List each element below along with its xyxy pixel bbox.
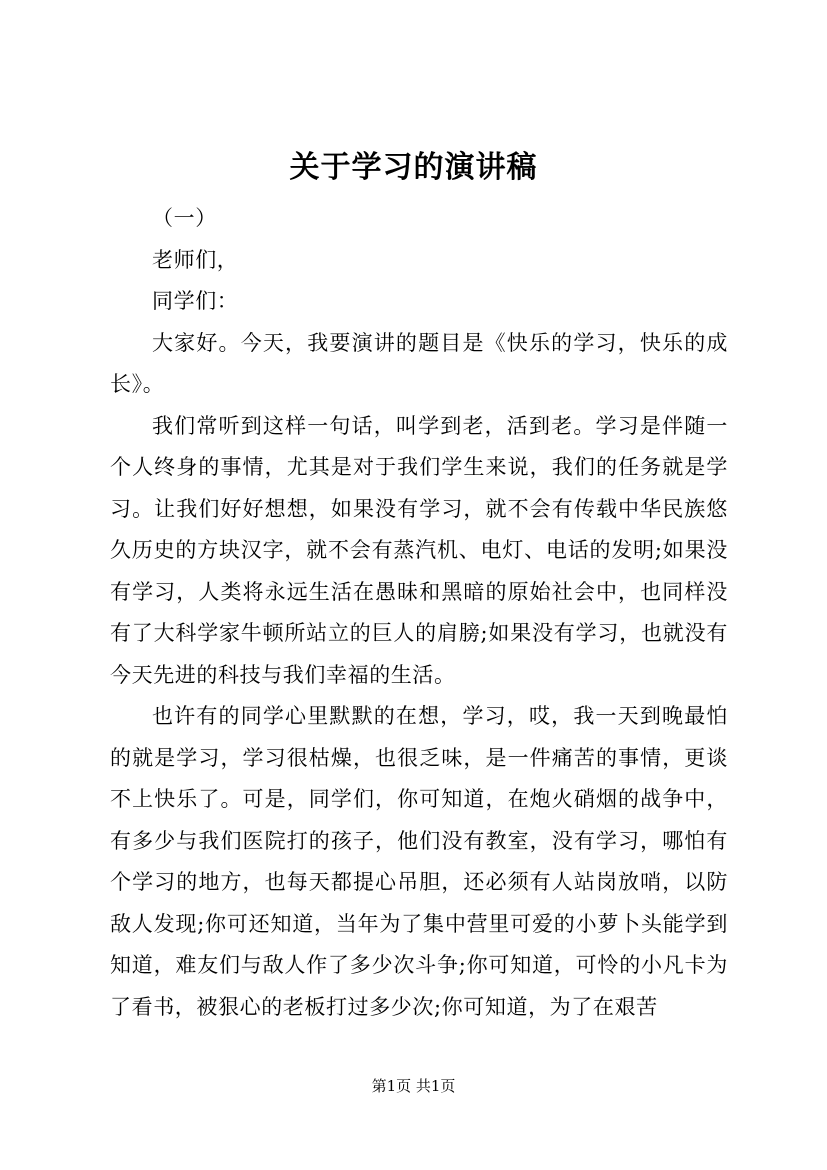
paragraph-learning-importance: 我们常听到这样一句话，叫学到老，活到老。学习是伴随一个人终身的事情，尤其是对于我们学生来说，我们的任务就是学习。让我们好好想想，如果没有学习，就不会有传载中华民族悠久历史的方块汉字，就不会有蒸汽机、电灯、电话的发明;如果没有学习，人类将永远生活在愚昧和黑暗的原始社会中，也同样没有了大科学家牛顿所站立的巨人的肩膀;如果没有学习，也就没有今天先进的科技与我们幸福的生活。	[110, 413, 728, 687]
document-body	[110, 198, 728, 1028]
page-number-footer: 第1页 共1页	[371, 1077, 456, 1095]
document-title: 关于学习的演讲稿	[289, 150, 538, 185]
paragraph-intro: 大家好。今天，我要演讲的题目是《快乐的学习，快乐的成长》。	[110, 330, 728, 396]
paragraph-greeting-students: 同学们：	[152, 289, 239, 313]
paragraph-section-number: （一）	[152, 206, 217, 230]
paragraph-learning-hardship: 也许有的同学心里默默的在想，学习，哎，我一天到晚最怕的就是学习，学习很枯燥，也很乏味，是一件痛苦的事情，更谈不上快乐了。可是，同学们，你可知道，在炮火硝烟的战争中，有多少与我们医院打的孩子，他们没有教室，没有学习，哪怕有个学习的地方，也每天都提心吊胆，还必须有人站岗放哨，以防敌人发现;你可还知道，当年为了集中营里可爱的小萝卜头能学到知道，难友们与敌人作了多少次斗争;你可知道，可怜的小凡卡为了看书，被狠心的老板打过多少次;你可知道，为了在艰苦	[110, 704, 728, 1019]
paragraph-greeting-teachers: 老师们，	[152, 247, 239, 272]
